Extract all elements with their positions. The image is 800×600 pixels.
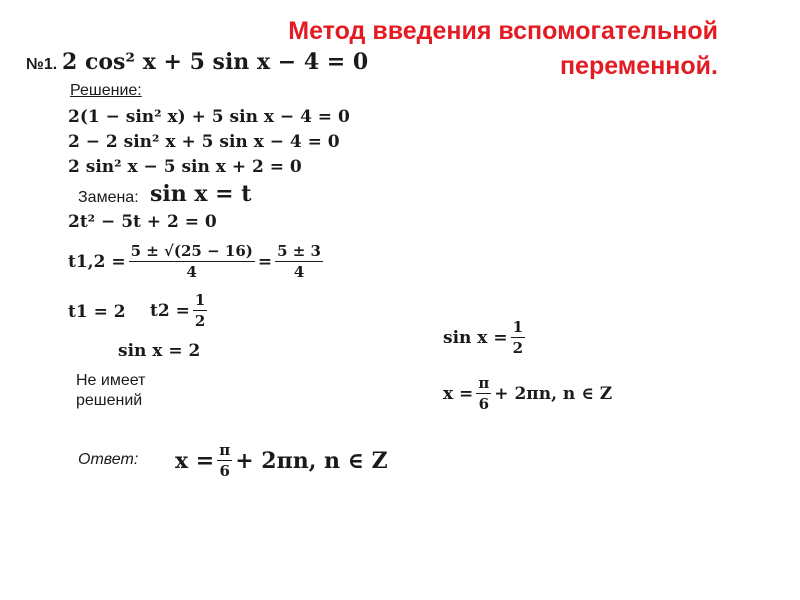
root-t1: t1 = 2 (68, 302, 126, 322)
roots-formula (68, 242, 326, 281)
answer-rest: + 2πn, n ∈ Z (235, 447, 388, 474)
roots-fraction-1-denominator: 4 (186, 263, 197, 281)
case2-equation-denominator: 2 (512, 339, 524, 357)
case2-equation-numerator: 1 (512, 318, 524, 336)
roots-fraction-2-denominator: 4 (293, 263, 305, 281)
step-3: 2 sin² x − 5 sin x + 2 = 0 (68, 157, 302, 177)
slide-title-line-2: переменной. (559, 52, 718, 80)
case1-no-solutions: Не имеет решений (76, 372, 146, 409)
case2-solution-denominator: 6 (478, 395, 490, 413)
answer-denominator: 6 (219, 462, 230, 480)
root-t2-numerator: 1 (194, 291, 206, 309)
answer-label: Ответ: (78, 451, 139, 468)
quadratic-equation: 2t² − 5t + 2 = 0 (68, 212, 217, 232)
substitution-label: Замена: (78, 189, 139, 206)
roots-fraction-1 (129, 242, 255, 281)
roots-formula-lhs: t1,2 = (68, 251, 126, 272)
case2-solution (443, 374, 612, 413)
step-2: 2 − 2 sin² x + 5 sin x − 4 = 0 (68, 132, 340, 152)
case1-equation: sin x = 2 (118, 341, 201, 361)
roots-fraction-2 (275, 242, 323, 281)
root-t2-lhs: t2 = (150, 300, 190, 321)
substitution-expression: sin x = t (150, 181, 252, 207)
equals-sign: = (257, 251, 273, 272)
problem-equation: 2 cos² x + 5 sin x − 4 = 0 (62, 49, 369, 75)
case2-equation-fraction (511, 318, 525, 357)
step-1: 2(1 − sin² x) + 5 sin x − 4 = 0 (68, 107, 350, 127)
roots-fraction-2-numerator: 5 ± 3 (277, 242, 321, 260)
answer-fraction (217, 441, 232, 480)
case2-solution-fraction (476, 374, 491, 413)
answer-numerator: π (219, 441, 231, 459)
slide-title-line-1: Метод введения вспомогательной (288, 17, 718, 45)
root-t2-fraction (193, 291, 207, 330)
root-t2 (150, 291, 210, 330)
case2-solution-rest: + 2πn, n ∈ Z (494, 383, 613, 404)
solution-label: Решение: (70, 82, 142, 99)
case2-solution-numerator: π (478, 374, 490, 392)
case2-equation-lhs: sin x = (443, 327, 508, 348)
root-t2-denominator: 2 (194, 312, 206, 330)
answer-lhs: x = (175, 447, 215, 474)
problem-number: №1. (26, 56, 58, 73)
case2-equation (443, 318, 528, 357)
answer-equation (175, 441, 388, 480)
roots-fraction-1-numerator: 5 ± √(25 − 16) (130, 242, 253, 260)
case2-solution-lhs: x = (443, 383, 474, 404)
